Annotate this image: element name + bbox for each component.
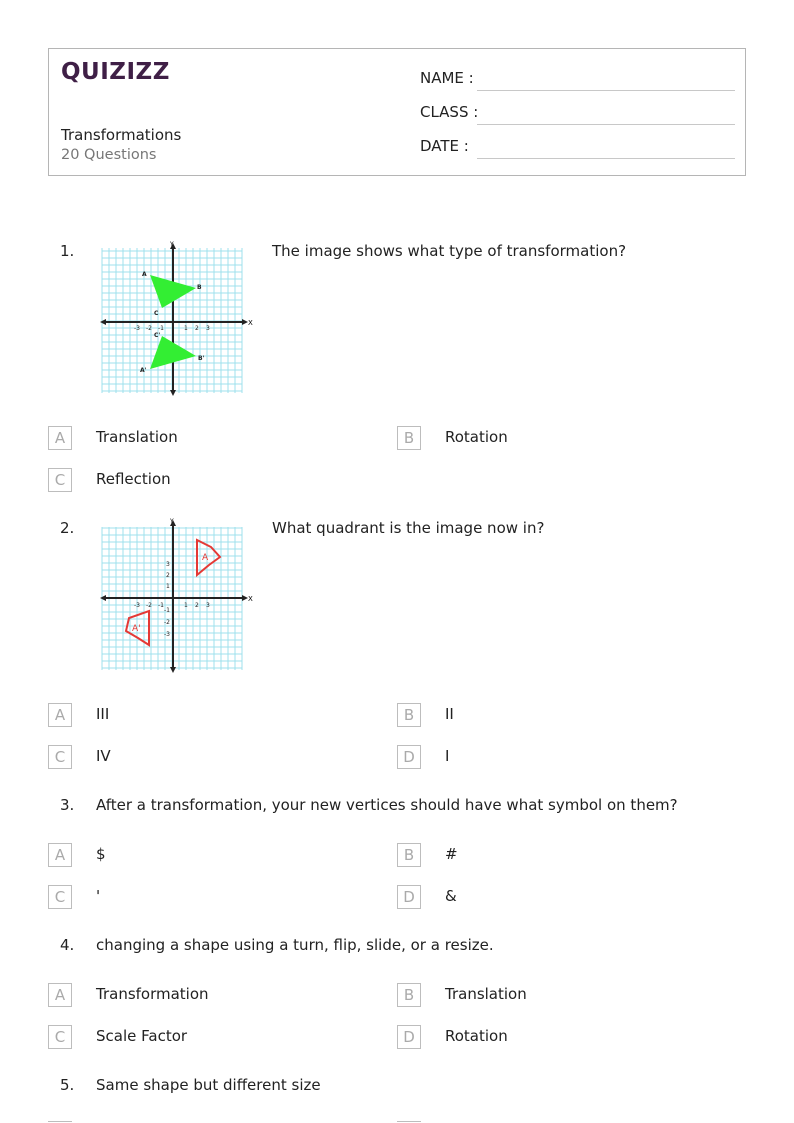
quadrant-figure (96, 515, 256, 675)
question-text: What quadrant is the image now in? (272, 519, 545, 537)
option-letter-box[interactable]: D (397, 1025, 421, 1049)
figure-background (96, 515, 256, 675)
vertex-label: C (154, 310, 159, 317)
tick-label: 1 (184, 602, 188, 609)
question-number: 1. (60, 242, 75, 260)
option-letter-box[interactable]: B (397, 843, 421, 867)
option-letter-box[interactable]: D (397, 745, 421, 769)
tick-label: -2 (164, 619, 170, 626)
date-field[interactable] (420, 137, 735, 157)
axis-x-label: X (248, 595, 253, 603)
vertex-label: B (197, 284, 202, 291)
tick-label: -3 (164, 631, 170, 638)
name-line[interactable] (477, 90, 735, 91)
axis-x-label: X (248, 319, 253, 327)
question-number: 2. (60, 519, 75, 537)
reflection-figure (96, 238, 256, 398)
tick-label: -2 (146, 602, 152, 609)
question-text: changing a shape using a turn, flip, slide, or a resize. (96, 936, 494, 954)
tick-label: 1 (166, 583, 170, 590)
class-label: CLASS : (420, 103, 479, 121)
tick-label: -3 (134, 325, 140, 332)
option-text: Reflection (96, 470, 171, 488)
option-text: I (445, 747, 450, 765)
option-text: Transformation (96, 985, 209, 1003)
class-field[interactable] (420, 103, 735, 123)
worksheet-title: Transformations (61, 126, 182, 144)
option-letter-box[interactable]: B (397, 983, 421, 1007)
question-number: 4. (60, 936, 75, 954)
option-text: $ (96, 845, 106, 863)
tick-label: 2 (195, 602, 199, 609)
tick-label: 3 (206, 602, 210, 609)
vertex-label: B' (198, 355, 205, 362)
option-letter-box[interactable]: D (397, 885, 421, 909)
option-text: Rotation (445, 1027, 508, 1045)
tick-label: 2 (195, 325, 199, 332)
question-number: 5. (60, 1076, 75, 1094)
tick-label: -1 (164, 607, 170, 614)
question-text: Same shape but different size (96, 1076, 321, 1094)
option-letter-box[interactable]: B (397, 426, 421, 450)
option-text: Rotation (445, 428, 508, 446)
option-text: Scale Factor (96, 1027, 188, 1045)
option-letter-box[interactable]: B (397, 703, 421, 727)
axis-y-label: Y (170, 241, 174, 248)
question-number: 3. (60, 796, 75, 814)
tick-label: 3 (166, 561, 170, 568)
option-text: & (445, 887, 457, 905)
option-letter-box[interactable]: A (48, 983, 72, 1007)
class-line[interactable] (477, 124, 735, 125)
option-text: II (445, 705, 454, 723)
date-line[interactable] (477, 158, 735, 159)
worksheet-header (48, 48, 746, 176)
tick-label: -2 (146, 325, 152, 332)
option-text: Translation (445, 985, 527, 1003)
option-text: ' (96, 887, 101, 905)
option-text: IV (96, 747, 111, 765)
option-letter-box[interactable]: C (48, 1025, 72, 1049)
tick-label: -1 (158, 325, 164, 332)
image-label: A' (132, 624, 141, 634)
tick-label: -1 (158, 602, 164, 609)
option-letter-box[interactable]: C (48, 885, 72, 909)
name-field[interactable] (420, 69, 735, 89)
option-text: # (445, 845, 458, 863)
option-letter-box[interactable]: C (48, 468, 72, 492)
option-letter-box[interactable]: A (48, 703, 72, 727)
date-label: DATE : (420, 137, 469, 155)
vertex-label: A (142, 271, 147, 278)
option-text: III (96, 705, 110, 723)
question-text: After a transformation, your new vertices should have what symbol on them? (96, 796, 678, 814)
option-letter-box[interactable]: A (48, 426, 72, 450)
worksheet-question-count: 20 Questions (61, 147, 157, 163)
quizizz-logo: QUIZIZZ (61, 59, 170, 85)
vertex-label: A' (140, 367, 147, 374)
tick-label: 2 (166, 572, 170, 579)
name-label: NAME : (420, 69, 474, 87)
tick-label: 1 (184, 325, 188, 332)
shape-label: A (202, 553, 209, 563)
tick-label: -3 (134, 602, 140, 609)
question-text: The image shows what type of transformation? (272, 242, 627, 260)
figure-background (96, 238, 256, 398)
option-letter-box[interactable]: A (48, 843, 72, 867)
tick-label: 3 (206, 325, 210, 332)
option-text: Translation (96, 428, 178, 446)
vertex-label: C' (154, 332, 161, 339)
option-letter-box[interactable]: C (48, 745, 72, 769)
axis-y-label: Y (170, 518, 174, 525)
